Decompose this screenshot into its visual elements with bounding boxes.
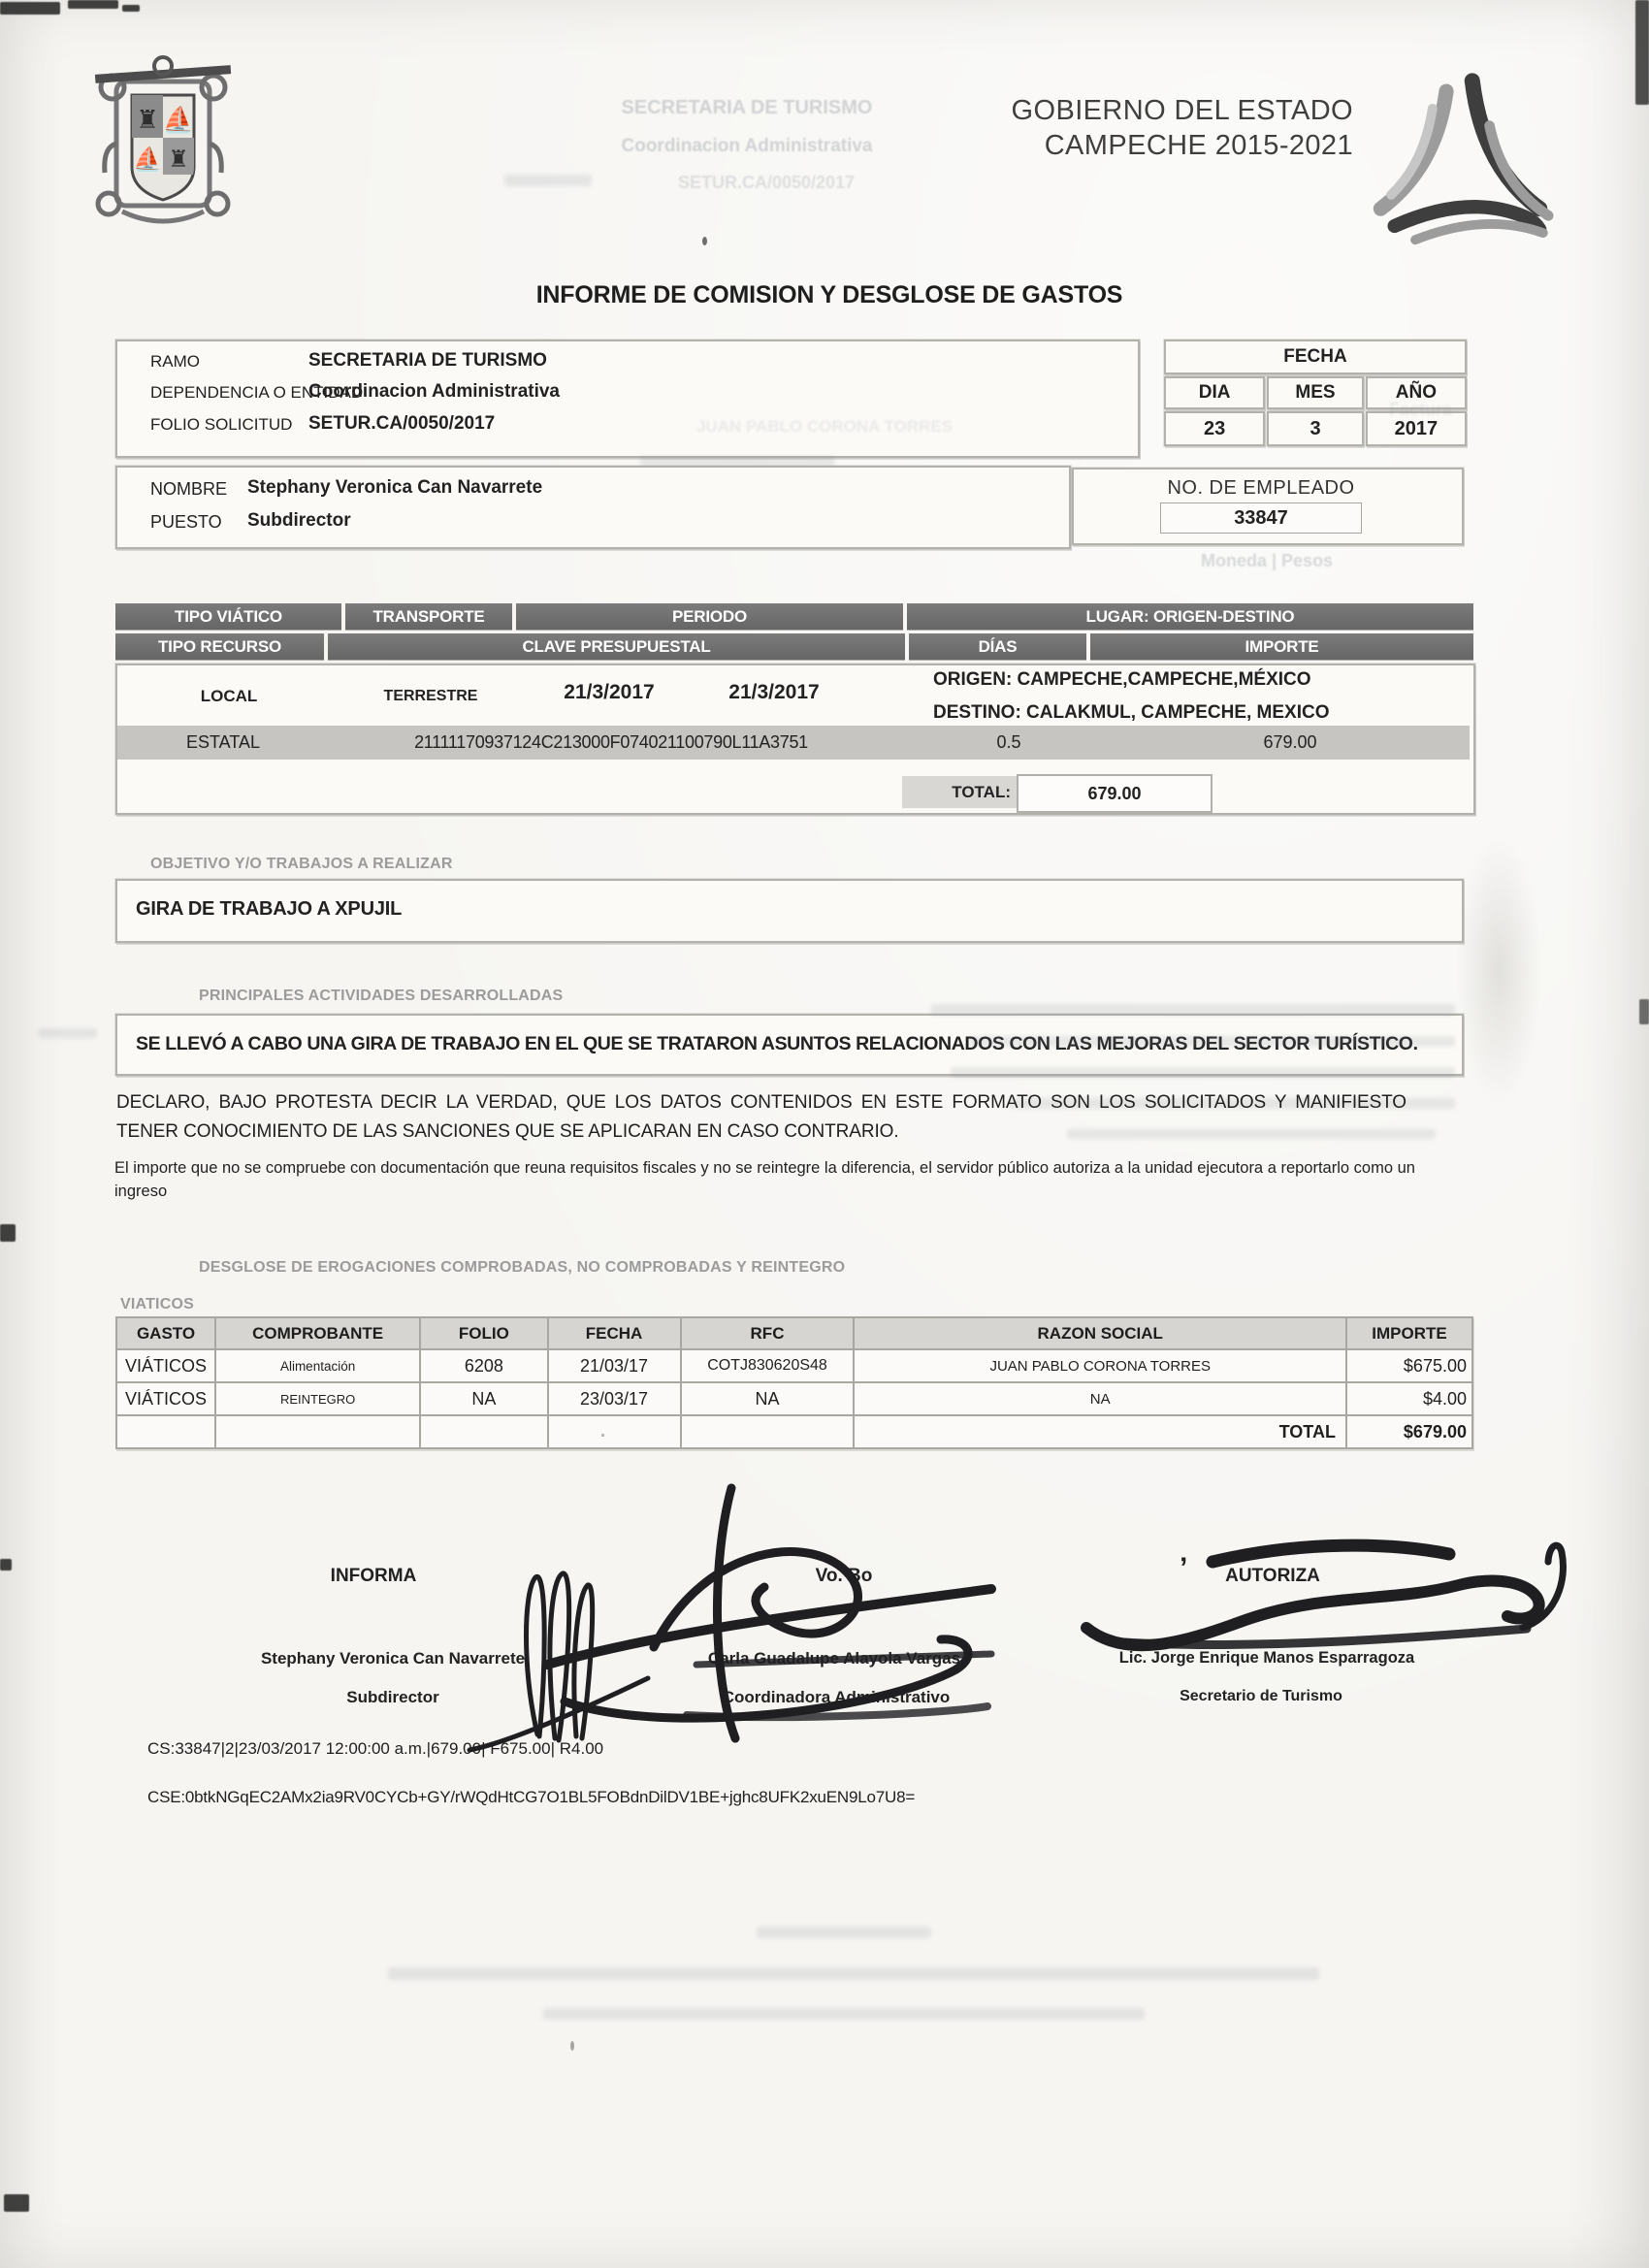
- col-folio: FOLIO: [420, 1317, 547, 1349]
- cell-rfc: COTJ830620S48: [681, 1349, 855, 1382]
- empty-cell: [116, 1415, 215, 1448]
- firma-role-vobo: Vo. Bo: [815, 1566, 873, 1586]
- scan-mark: [0, 1224, 16, 1242]
- vt-destino: DESTINO: CALAKMUL, CAMPECHE, MEXICO: [933, 702, 1330, 723]
- vt-periodo-fin: 21/3/2017: [728, 681, 820, 703]
- desglose-total-row: [116, 1415, 1472, 1448]
- nota-text: El importe que no se compruebe con documentación que reuna requisitos fiscales y no se reintegre la diferencia, el servidor público autoriza a la unidad ejecutora a reportarlo como un ingreso: [114, 1159, 1415, 1200]
- vt-estatal: ESTATAL: [185, 732, 261, 752]
- ghost-bar: [504, 175, 592, 186]
- signature-vobo: [541, 1482, 1002, 1746]
- svg-text:♜: ♜: [136, 105, 159, 134]
- firma-title-autoriza: Secretario de Turismo: [1180, 1688, 1342, 1704]
- ghost-text-line: SECRETARIA DE TURISMO: [621, 97, 873, 118]
- empty-cell: [681, 1415, 855, 1448]
- scan-dot: [570, 2041, 574, 2051]
- vt-total-label: TOTAL:: [902, 776, 1017, 808]
- col-rfc: RFC: [681, 1317, 855, 1349]
- vt-total-value: 679.00: [1017, 774, 1212, 813]
- scan-mark: [1635, 0, 1649, 105]
- info-label-ramo: RAMO: [150, 352, 200, 371]
- cell-razon-social: JUAN PABLO CORONA TORRES: [854, 1349, 1345, 1382]
- firma-name-vobo: Carla Guadalupe Alayola Vargas: [707, 1649, 961, 1668]
- scan-mark: [122, 5, 140, 12]
- info-value-ramo: SECRETARIA DE TURISMO: [308, 350, 547, 371]
- ghost-bar: [388, 1967, 1319, 1980]
- ghost-bar: [543, 2008, 1145, 2020]
- ghost-bar: [951, 1067, 1455, 1078]
- cell-gasto: VIÁTICOS: [116, 1382, 215, 1415]
- info-value-folio: SETUR.CA/0050/2017: [308, 413, 496, 434]
- ghost-text-moneda: Moneda | Pesos: [1201, 551, 1334, 570]
- info-value-dependencia: Coordinacion Administrativa: [308, 381, 560, 402]
- nombre-value: Stephany Veronica Can Navarrete: [247, 477, 543, 498]
- col-fecha: FECHA: [548, 1317, 681, 1349]
- nombre-label: NOMBRE: [150, 479, 228, 499]
- desglose-table: [115, 1316, 1473, 1449]
- vt-header-transporte: TRANSPORTE: [345, 603, 512, 630]
- employee-number-value: 33847: [1160, 502, 1362, 534]
- desglose-total-value: $679.00: [1346, 1415, 1472, 1448]
- ghost-bar: [931, 1004, 1455, 1016]
- firma-name-informa: Stephany Veronica Can Navarrete: [260, 1649, 526, 1668]
- autoriza-tick-mark: ’: [1180, 1552, 1188, 1584]
- col-razon-social: RAZON SOCIAL: [854, 1317, 1345, 1349]
- cell-gasto: VIÁTICOS: [116, 1349, 215, 1382]
- cell-importe: $675.00: [1346, 1349, 1472, 1382]
- fecha-col-dia: DIA: [1164, 376, 1265, 409]
- fecha-table: [1164, 340, 1467, 446]
- vt-header-importe: IMPORTE: [1090, 633, 1473, 660]
- vt-header-dias: DÍAS: [909, 633, 1086, 660]
- ghost-text-line: JUAN PABLO CORONA TORRES: [695, 417, 954, 436]
- empty-cell: [215, 1415, 420, 1448]
- campeche-state-logo: [1360, 45, 1636, 277]
- desglose-total-label: TOTAL: [854, 1415, 1345, 1448]
- government-line1: GOBIERNO DEL ESTADO: [1011, 95, 1353, 126]
- fecha-value-ano: 2017: [1366, 411, 1467, 446]
- declaracion-text: DECLARO, BAJO PROTESTA DECIR LA VERDAD, QUE LOS DATOS CONTENIDOS EN ESTE FORMATO SON LOS SOLICITADOS Y MANIFIESTO TENER CONOCIMIENTO DE LAS SANCIONES QUE SE APLICARAN EN CASO CONTRARIO.: [116, 1092, 1406, 1142]
- desglose-row: [116, 1382, 1472, 1415]
- scan-mark: [4, 2194, 29, 2212]
- desglose-label: DESGLOSE DE EROGACIONES COMPROBADAS, NO COMPROBADAS Y REINTEGRO: [199, 1259, 846, 1276]
- firma-role-autoriza: AUTORIZA: [1225, 1566, 1320, 1586]
- empty-cell: [420, 1415, 547, 1448]
- ghost-text-line: SETUR.CA/0050/2017: [677, 173, 856, 192]
- empty-cell: [548, 1415, 681, 1448]
- scan-mark: [0, 1559, 12, 1571]
- fecha-value-mes: 3: [1267, 411, 1363, 446]
- cse-code-line: CSE:0btkNGqEC2AMx2ia9RV0CYCb+GY/rWQdHtCG7O1BL5FOBdnDilDV1BE+jghc8UFK2xuEN9Lo7U8=: [147, 1788, 916, 1806]
- info-label-dependencia: DEPENDENCIA O ENTIDAD: [150, 383, 364, 402]
- scan-mark: [68, 0, 118, 9]
- scan-mark: [0, 2, 60, 15]
- actividades-label: PRINCIPALES ACTIVIDADES DESARROLLADAS: [199, 988, 564, 1004]
- vt-header-clave: CLAVE PRESUPUESTAL: [328, 633, 905, 660]
- cell-folio: 6208: [420, 1349, 547, 1382]
- cell-fecha: 23/03/17: [548, 1382, 681, 1415]
- objetivo-label: OBJETIVO Y/O TRABAJOS A REALIZAR: [150, 856, 453, 872]
- col-gasto: GASTO: [116, 1317, 215, 1349]
- svg-text:♜: ♜: [168, 146, 189, 173]
- objetivo-value: GIRA DE TRABAJO A XPUJIL: [136, 898, 403, 920]
- cell-comprobante: REINTEGRO: [215, 1382, 420, 1415]
- puesto-label: PUESTO: [150, 512, 222, 532]
- vt-periodo-inicio: 21/3/2017: [564, 681, 655, 703]
- svg-text:⛵: ⛵: [162, 105, 195, 134]
- vt-header-tipo-recurso: TIPO RECURSO: [115, 633, 324, 660]
- scan-dot: [601, 1434, 604, 1437]
- vt-origen: ORIGEN: CAMPECHE,CAMPECHE,MÉXICO: [933, 669, 1311, 690]
- government-wordmark: [922, 95, 1353, 162]
- page-title: INFORME DE COMISION Y DESGLOSE DE GASTOS: [535, 281, 1123, 308]
- campeche-coat-of-arms: [83, 49, 243, 238]
- fecha-col-ano: AÑO: [1366, 376, 1467, 409]
- scan-mark: [1639, 999, 1649, 1024]
- vt-importe: 679.00: [1263, 732, 1317, 752]
- col-importe: IMPORTE: [1346, 1317, 1472, 1349]
- cell-razon-social: NA: [854, 1382, 1345, 1415]
- viaticos-sublabel: VIATICOS: [120, 1296, 194, 1312]
- cell-folio: NA: [420, 1382, 547, 1415]
- cs-code-line: CS:33847|2|23/03/2017 12:00:00 a.m.|679.00| F675.00| R4.00: [147, 1739, 604, 1758]
- firma-role-informa: INFORMA: [330, 1566, 417, 1586]
- ghost-text-line: Coordinacion Administrativa: [621, 136, 873, 156]
- svg-text:⛵: ⛵: [133, 146, 162, 173]
- vt-clave: 21111170937124C213000F074021100790L11A3751: [414, 732, 808, 752]
- vt-header-lugar: LUGAR: ORIGEN-DESTINO: [907, 603, 1473, 630]
- fecha-col-mes: MES: [1267, 376, 1363, 409]
- ghost-bar: [757, 1927, 931, 1938]
- actividades-value: SE LLEVÓ A CABO UNA GIRA DE TRABAJO EN EL QUE SE TRATARON ASUNTOS RELACIONADOS CON LAS MEJORAS DEL SECTOR TURÍSTICO.: [136, 1033, 1418, 1054]
- vt-local: LOCAL: [200, 687, 258, 705]
- desglose-row: [116, 1349, 1472, 1382]
- cell-fecha: 21/03/17: [548, 1349, 681, 1382]
- fecha-value-dia: 23: [1164, 411, 1265, 446]
- vt-header-tipo-viatico: TIPO VIÁTICO: [115, 603, 341, 630]
- firma-title-vobo: Coordinadora Administrativo: [722, 1688, 951, 1706]
- scan-smudge: [1455, 834, 1542, 1106]
- vt-terrestre: TERRESTRE: [383, 688, 478, 704]
- puesto-value: Subdirector: [247, 510, 351, 531]
- ghost-text-factura: Factura: [1389, 400, 1453, 419]
- cell-comprobante: Alimentación: [215, 1349, 420, 1382]
- scan-dot: [702, 237, 707, 245]
- government-line2: CAMPECHE 2015-2021: [1044, 130, 1353, 161]
- info-label-folio: FOLIO SOLICITUD: [150, 415, 293, 434]
- signature-autoriza: [1069, 1535, 1578, 1682]
- fecha-title: FECHA: [1164, 340, 1467, 374]
- employee-number-label: NO. DE EMPLEADO: [1167, 477, 1355, 499]
- cell-importe: $4.00: [1346, 1382, 1472, 1415]
- firma-title-informa: Subdirector: [346, 1688, 439, 1706]
- col-comprobante: COMPROBANTE: [215, 1317, 420, 1349]
- desglose-header-row: [116, 1317, 1472, 1349]
- vt-dias: 0.5: [996, 732, 1021, 752]
- vt-header-periodo: PERIODO: [516, 603, 903, 630]
- ghost-bar: [970, 1036, 1455, 1047]
- firma-name-autoriza: Lic. Jorge Enrique Manos Esparragoza: [1118, 1649, 1415, 1667]
- ghost-bar: [39, 1028, 97, 1038]
- cell-rfc: NA: [681, 1382, 855, 1415]
